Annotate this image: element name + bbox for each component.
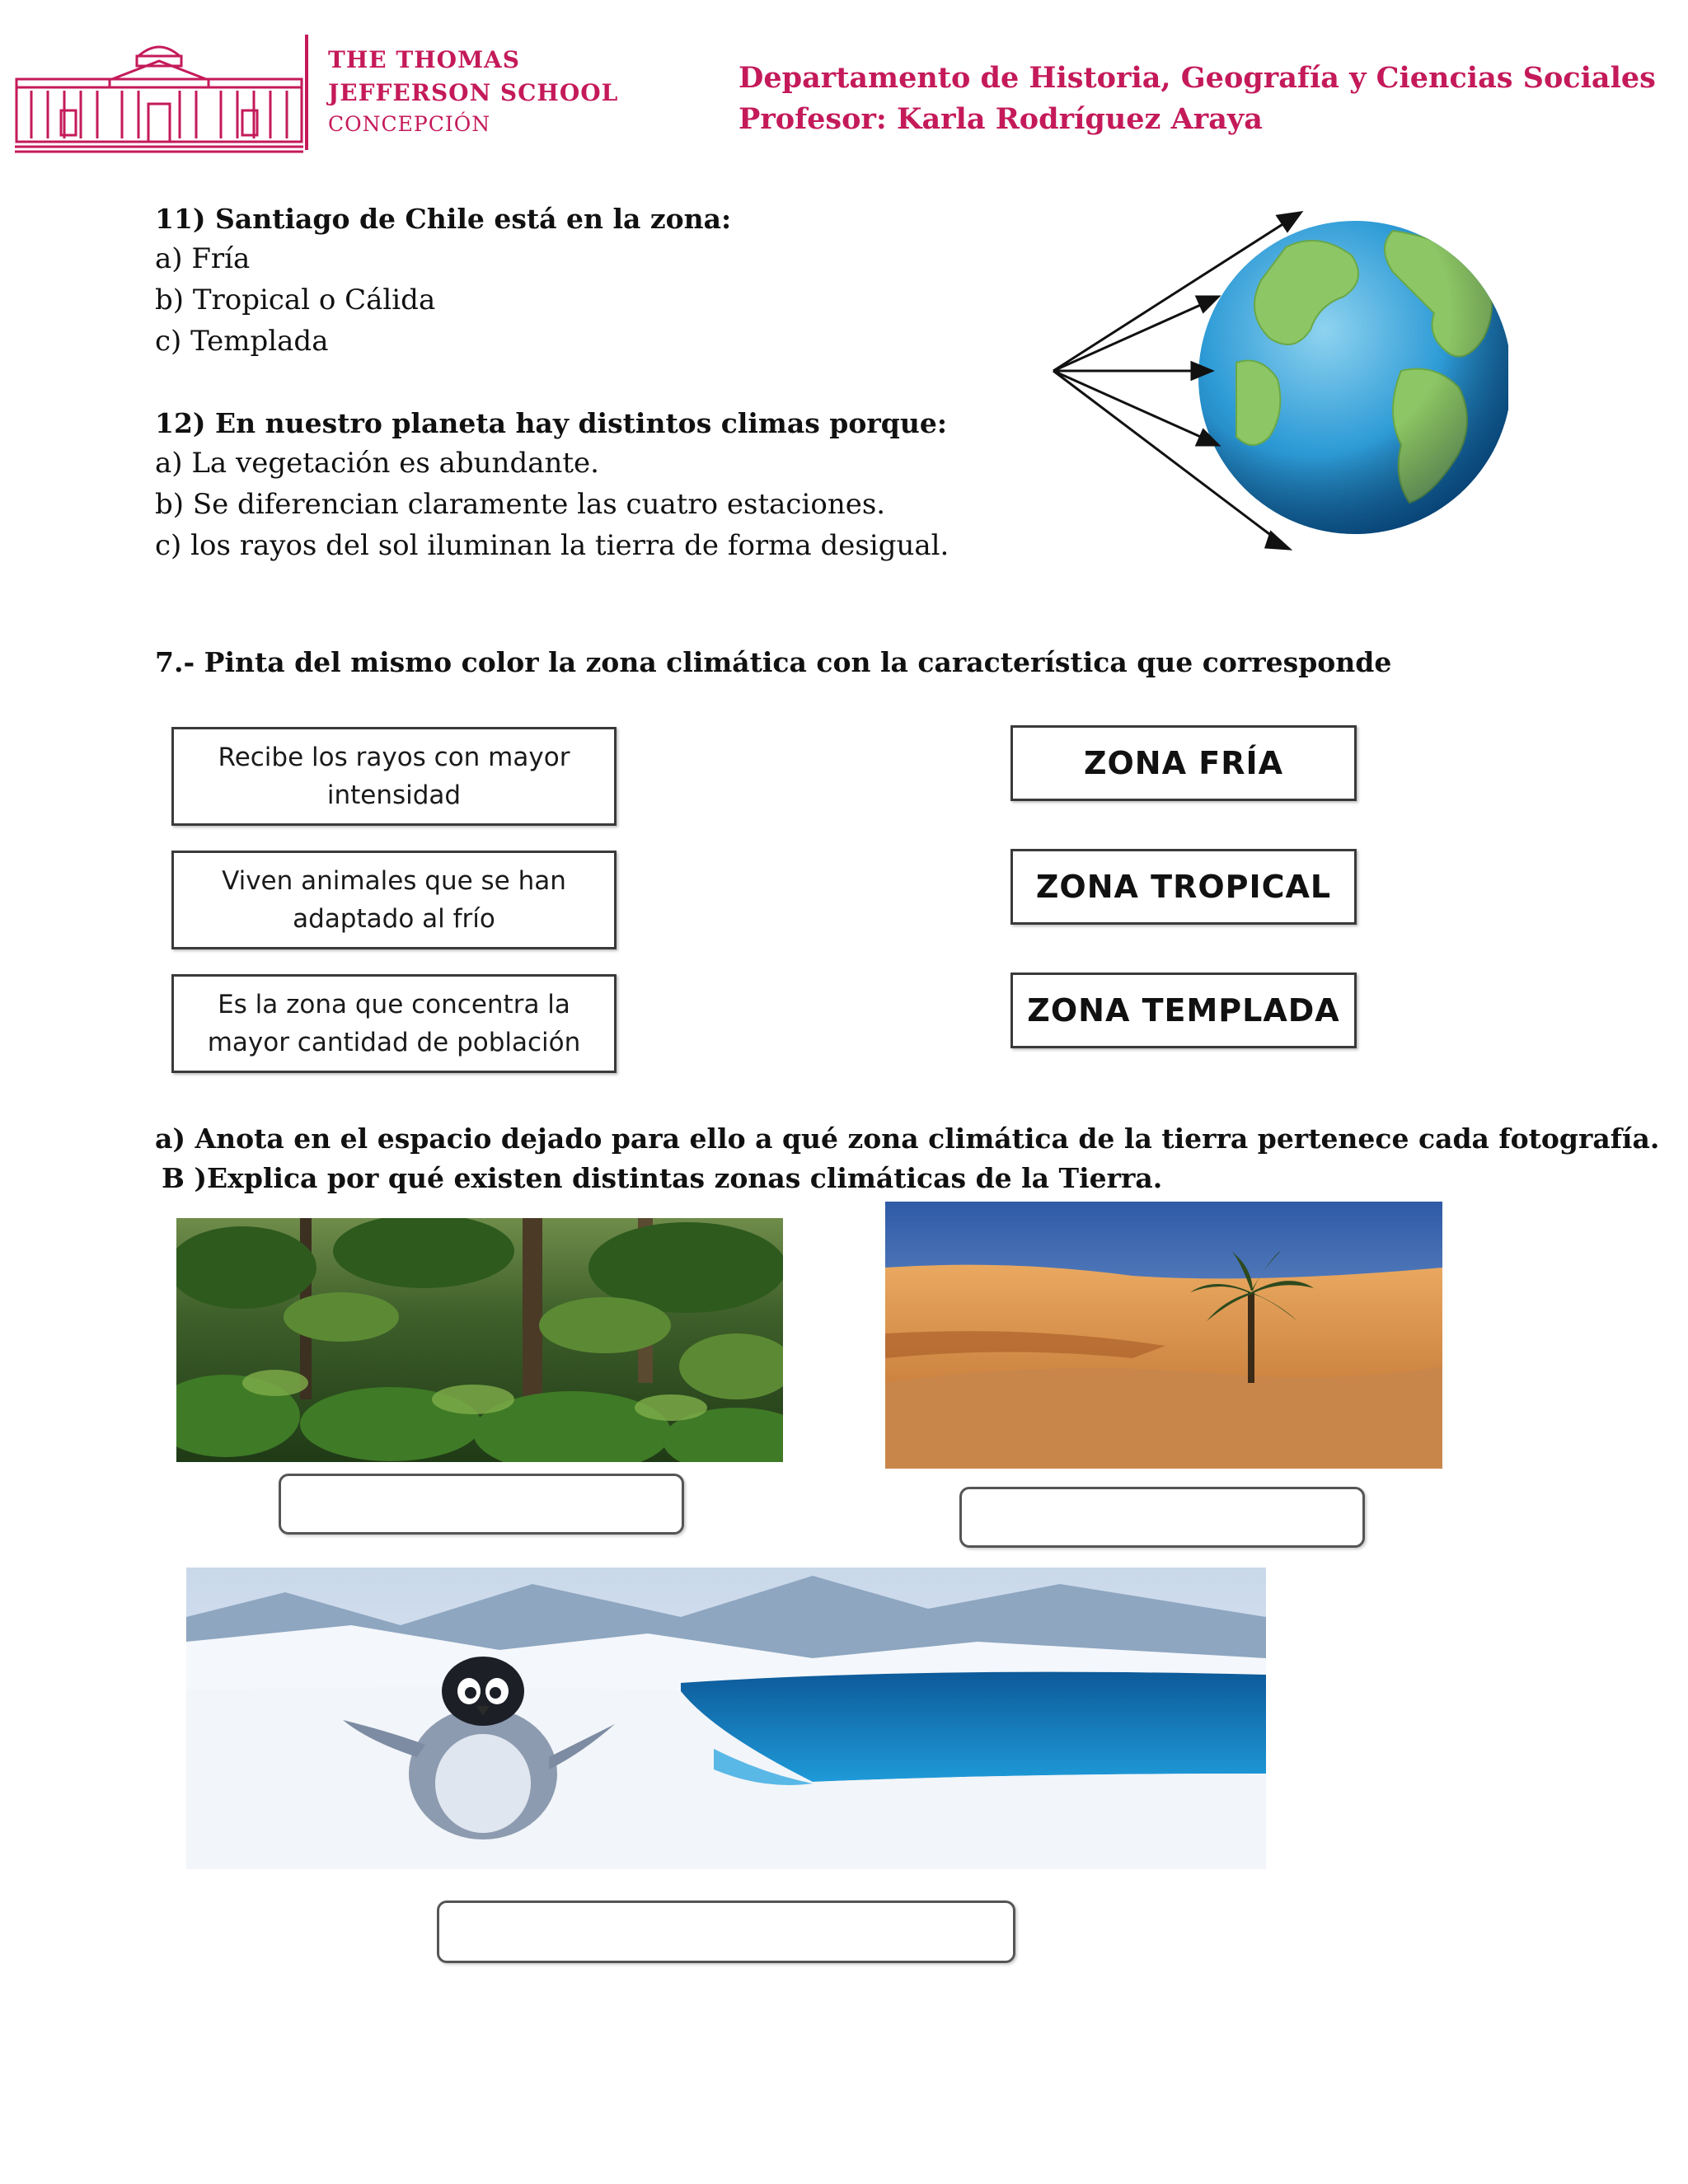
teacher-name: Profesor: Karla Rodríguez Araya <box>738 102 1263 136</box>
zone-box-fria[interactable] <box>1010 725 1357 801</box>
school-building-icon <box>15 31 303 155</box>
school-name-line-2: JEFFERSON SCHOOL <box>328 79 619 106</box>
zone-label: ZONA FRÍA <box>1083 745 1284 781</box>
question-11-option-b: b) Tropical o Cálida <box>155 284 436 316</box>
school-city: CONCEPCIÓN <box>328 112 491 136</box>
question-7-title: 7.- Pinta del mismo color la zona climática con la característica que corresponde <box>155 646 1392 678</box>
characteristic-text: Recibe los rayos con mayor intensidad <box>218 743 570 810</box>
zone-box-templada[interactable] <box>1010 972 1357 1048</box>
department-title: Departamento de Historia, Geografía y Ciencias Sociales <box>738 61 1656 95</box>
question-12-option-b: b) Se diferencian claramente las cuatro estaciones. <box>155 488 886 521</box>
zone-box-tropical[interactable] <box>1010 849 1357 925</box>
rainforest-photo <box>176 1218 783 1462</box>
question-a-title: a) Anota en el espacio dejado para ello a qué zona climática de la tierra pertenece cada fotografía. <box>155 1122 1660 1155</box>
question-12-title: 12) En nuestro planeta hay distintos climas porque: <box>155 407 948 439</box>
question-12-option-a: a) La vegetación es abundante. <box>155 447 599 480</box>
earth-sun-rays-icon <box>1039 198 1508 560</box>
characteristic-box-3[interactable] <box>171 974 617 1073</box>
characteristic-box-2[interactable] <box>171 851 617 949</box>
answer-box-desert[interactable] <box>959 1487 1365 1548</box>
question-12-option-c: c) los rayos del sol iluminan la tierra de forma desigual. <box>155 529 950 562</box>
zone-label: ZONA TROPICAL <box>1035 869 1332 905</box>
desert-palm-photo <box>885 1202 1442 1469</box>
characteristic-box-1[interactable] <box>171 727 617 826</box>
question-11-title: 11) Santiago de Chile está en la zona: <box>155 203 732 235</box>
question-11-option-a: a) Fría <box>155 242 251 275</box>
characteristic-text: Es la zona que concentra la mayor cantidad de población <box>207 990 581 1057</box>
characteristic-text: Viven animales que se han adaptado al frío <box>222 866 566 934</box>
antarctic-penguin-photo <box>186 1568 1266 1869</box>
logo-divider <box>305 35 308 150</box>
zone-label: ZONA TEMPLADA <box>1027 992 1340 1029</box>
answer-box-rainforest[interactable] <box>279 1474 684 1535</box>
question-b-title: B )Explica por qué existen distintas zonas climáticas de la Tierra. <box>162 1162 1163 1194</box>
answer-box-antarctic[interactable] <box>437 1900 1015 1963</box>
school-name-line-1: THE THOMAS <box>328 46 521 73</box>
question-11-option-c: c) Templada <box>155 325 329 358</box>
